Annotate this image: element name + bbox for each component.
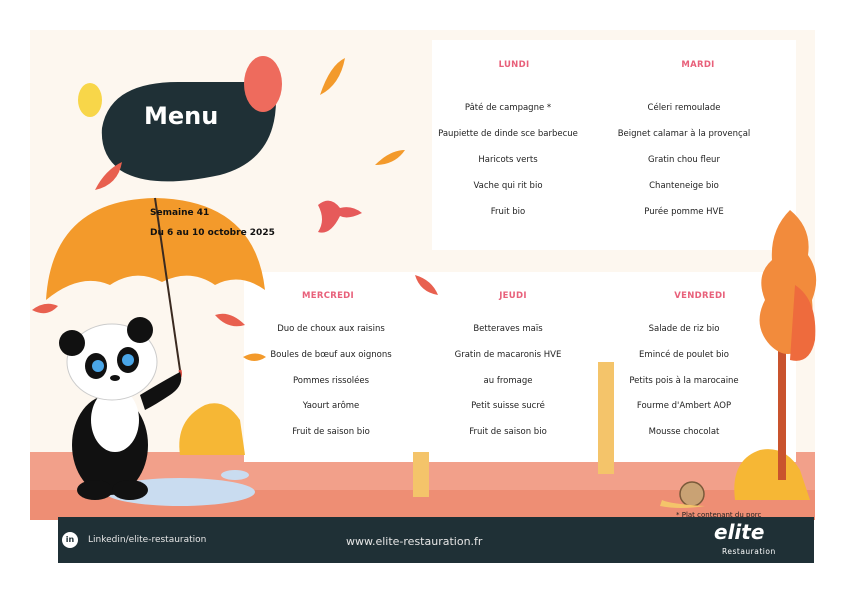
panda-eye (122, 354, 134, 366)
menu-item: Haricots verts (478, 155, 538, 165)
menu-item: Purée pomme HVE (644, 207, 724, 217)
menu-item: au fromage (483, 376, 533, 386)
menu-title: Menu (144, 102, 219, 130)
pink-balloon (244, 56, 282, 112)
menu-item: Paupiette de dinde sce barbecue (438, 129, 578, 139)
menu-item: Vache qui rit bio (473, 181, 543, 191)
menu-item: Céleri remoulade (647, 103, 721, 113)
day-heading-mardi: MARDI (681, 60, 715, 70)
website-link[interactable]: www.elite-restauration.fr (346, 535, 483, 548)
elite-logo-subtitle: Restauration (722, 547, 776, 556)
menu-panel-top (432, 40, 796, 250)
panda-eye (92, 360, 104, 372)
menu-item: Boules de bœuf aux oignons (270, 350, 392, 360)
day-heading-jeudi: JEUDI (499, 291, 527, 301)
menu-item: Gratin de macaronis HVE (454, 350, 562, 360)
panda-foot (77, 480, 113, 500)
elite-logo: elite (714, 520, 765, 544)
menu-item: Fourme d'Ambert AOP (636, 401, 732, 411)
week-label: Semaine 41 (150, 208, 210, 218)
menu-item: Fruit de saison bio (292, 427, 370, 437)
panda-ear (59, 330, 85, 356)
date-range: Du 6 au 10 octobre 2025 (150, 228, 275, 238)
menu-item: Duo de choux aux raisins (277, 324, 385, 334)
day-heading-vendredi: VENDREDI (674, 291, 726, 301)
linkedin-icon[interactable]: in (62, 532, 78, 548)
day-heading-mercredi: MERCREDI (301, 291, 355, 301)
panda-nose (110, 375, 120, 381)
menu-item: Fruit de saison bio (469, 427, 547, 437)
pork-footnote: * Plat contenant du porc (676, 511, 762, 519)
linkedin-link[interactable]: Linkedin/elite-restauration (88, 535, 207, 545)
menu-item: Mousse chocolat (648, 427, 720, 437)
tree-trunk (778, 350, 786, 480)
menu-item: Betteraves maïs (473, 324, 543, 334)
post (413, 452, 429, 497)
yellow-balloon (78, 83, 102, 117)
menu-item: Emincé de poulet bio (639, 350, 729, 360)
menu-item: Fruit bio (490, 207, 526, 217)
menu-item: Salade de riz bio (648, 324, 720, 334)
panda-ear (127, 317, 153, 343)
menu-item: Chanteneige bio (649, 181, 719, 191)
menu-item: Pommes rissolées (292, 376, 370, 386)
menu-item: Beignet calamar à la provençal (617, 129, 751, 139)
menu-item: Pâté de campagne * (464, 103, 552, 113)
menu-item: Petits pois à la marocaine (629, 376, 739, 386)
small-puddle (221, 470, 249, 480)
menu-item: Gratin chou fleur (648, 155, 720, 165)
day-heading-lundi: LUNDI (498, 60, 530, 70)
snail-shell (680, 482, 704, 506)
panda-foot (112, 480, 148, 500)
menu-item: Petit suisse sucré (471, 401, 545, 411)
menu-item: Yaourt arôme (302, 401, 360, 411)
